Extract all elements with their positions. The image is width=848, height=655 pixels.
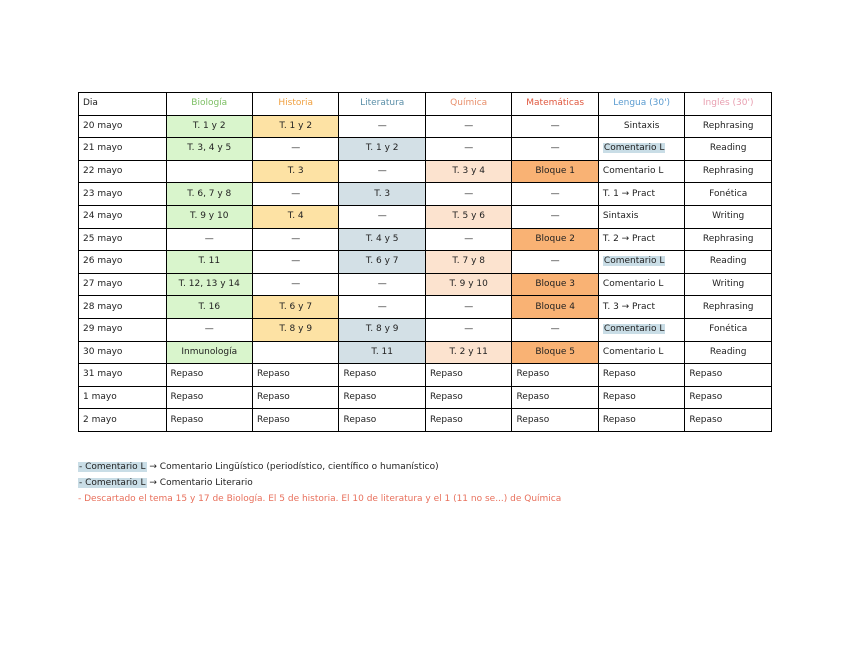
highlighted-text: Comentario L — [603, 324, 665, 335]
table-cell: — — [425, 228, 511, 251]
table-cell: T. 11 — [339, 341, 425, 364]
table-cell: — — [252, 273, 338, 296]
notes-section — [78, 459, 561, 507]
table-cell: Repaso — [685, 386, 772, 409]
date-cell: 23 mayo — [79, 183, 167, 206]
table-cell: — — [166, 318, 252, 341]
date-cell: 28 mayo — [79, 296, 167, 319]
table-cell: — — [252, 183, 338, 206]
table-row — [79, 364, 772, 387]
table-cell: T. 1 y 2 — [166, 115, 252, 138]
table-cell: Repaso — [425, 364, 511, 387]
table-row — [79, 341, 772, 364]
table-row — [79, 183, 772, 206]
table-cell: — — [339, 115, 425, 138]
date-cell: 27 mayo — [79, 273, 167, 296]
table-cell: — — [166, 228, 252, 251]
table-cell: T. 3 — [339, 183, 425, 206]
table-cell: Repaso — [339, 409, 425, 432]
table-cell: Sintaxis — [598, 205, 684, 228]
table-cell: — — [425, 138, 511, 161]
table-cell: — — [339, 296, 425, 319]
table-row — [79, 409, 772, 432]
table-cell: T. 8 y 9 — [252, 318, 338, 341]
legend-key: - Comentario L — [79, 462, 146, 472]
table-cell — [598, 138, 684, 161]
table-cell: Repaso — [252, 364, 338, 387]
table-cell: Fonética — [685, 318, 772, 341]
table-cell — [598, 318, 684, 341]
table-cell: T. 5 y 6 — [425, 205, 511, 228]
legend-key: - Comentario L — [79, 478, 146, 488]
discarded-note: - Descartado el tema 15 y 17 de Biología. El 5 de historia. El 10 de literatura y el 1 (11 no se...) de Química — [78, 494, 562, 504]
table-cell: Comentario L — [598, 160, 684, 183]
column-header-subject: Historia — [252, 93, 338, 116]
table-cell: T. 7 y 8 — [425, 251, 511, 274]
table-row — [79, 160, 772, 183]
table-body — [79, 115, 772, 431]
legend-line-2 — [78, 475, 561, 491]
table-cell: Writing — [685, 205, 772, 228]
table-cell: Repaso — [252, 386, 338, 409]
table-cell: T. 6 y 7 — [252, 296, 338, 319]
table-cell: — — [252, 138, 338, 161]
table-cell: T. 8 y 9 — [339, 318, 425, 341]
date-cell: 1 mayo — [79, 386, 167, 409]
table-cell: Reading — [685, 341, 772, 364]
table-cell: — — [512, 138, 598, 161]
table-cell: — — [339, 205, 425, 228]
table-cell: Comentario L — [598, 341, 684, 364]
table-cell: Bloque 1 — [512, 160, 598, 183]
table-cell: T. 4 y 5 — [339, 228, 425, 251]
table-cell: T. 16 — [166, 296, 252, 319]
table-cell: — — [425, 183, 511, 206]
column-header-subject: Matemáticas — [512, 93, 598, 116]
table-cell: Repaso — [512, 386, 598, 409]
date-cell: 29 mayo — [79, 318, 167, 341]
legend-text: → Comentario Literario — [146, 478, 253, 488]
table-cell: Fonética — [685, 183, 772, 206]
table-cell: T. 3 y 4 — [425, 160, 511, 183]
date-cell: 25 mayo — [79, 228, 167, 251]
highlighted-text: Comentario L — [603, 256, 665, 267]
table-cell: Sintaxis — [598, 115, 684, 138]
header-row — [79, 93, 772, 116]
column-header-subject: Lengua (30') — [598, 93, 684, 116]
table-cell: — — [252, 228, 338, 251]
table-cell: Repaso — [598, 386, 684, 409]
study-schedule-table — [78, 92, 772, 432]
table-cell — [252, 341, 338, 364]
table-cell: T. 6 y 7 — [339, 251, 425, 274]
table-cell: Bloque 3 — [512, 273, 598, 296]
schedule-sheet — [78, 92, 772, 432]
column-header-subject: Química — [425, 93, 511, 116]
table-row — [79, 115, 772, 138]
table-cell: Repaso — [512, 364, 598, 387]
table-cell: Bloque 4 — [512, 296, 598, 319]
column-header-subject: Biología — [166, 93, 252, 116]
table-cell: Reading — [685, 251, 772, 274]
table-cell: — — [339, 273, 425, 296]
table-cell: — — [512, 205, 598, 228]
table-cell: Bloque 5 — [512, 341, 598, 364]
table-row — [79, 251, 772, 274]
table-cell: Repaso — [166, 364, 252, 387]
table-cell: T. 2 → Pract — [598, 228, 684, 251]
table-cell: T. 2 y 11 — [425, 341, 511, 364]
highlighted-text: Comentario L — [603, 143, 665, 154]
table-row — [79, 205, 772, 228]
table-cell: — — [252, 251, 338, 274]
date-cell: 21 mayo — [79, 138, 167, 161]
column-header-subject: Literatura — [339, 93, 425, 116]
table-cell: — — [425, 296, 511, 319]
table-cell: Repaso — [166, 386, 252, 409]
table-cell: — — [512, 115, 598, 138]
table-row — [79, 318, 772, 341]
table-cell: — — [512, 318, 598, 341]
table-cell: Rephrasing — [685, 160, 772, 183]
date-cell: 26 mayo — [79, 251, 167, 274]
table-cell: Repaso — [598, 364, 684, 387]
table-cell: T. 9 y 10 — [425, 273, 511, 296]
table-cell: T. 4 — [252, 205, 338, 228]
table-cell: Reading — [685, 138, 772, 161]
date-cell: 2 mayo — [79, 409, 167, 432]
table-row — [79, 273, 772, 296]
table-cell: Repaso — [685, 409, 772, 432]
table-cell: — — [339, 160, 425, 183]
table-cell: Writing — [685, 273, 772, 296]
table-cell: Comentario L — [598, 273, 684, 296]
table-row — [79, 296, 772, 319]
date-cell: 20 mayo — [79, 115, 167, 138]
table-cell: Repaso — [339, 364, 425, 387]
date-cell: 31 mayo — [79, 364, 167, 387]
table-cell: Repaso — [425, 386, 511, 409]
table-cell: T. 1 y 2 — [339, 138, 425, 161]
table-cell: — — [425, 318, 511, 341]
date-cell: 24 mayo — [79, 205, 167, 228]
table-cell — [166, 160, 252, 183]
table-cell — [598, 251, 684, 274]
table-cell: Repaso — [598, 409, 684, 432]
table-row — [79, 138, 772, 161]
table-row — [79, 386, 772, 409]
date-cell: 30 mayo — [79, 341, 167, 364]
table-cell: Inmunología — [166, 341, 252, 364]
table-cell: Rephrasing — [685, 115, 772, 138]
table-cell: Repaso — [166, 409, 252, 432]
column-header-day: Dia — [79, 93, 167, 116]
table-cell: Repaso — [252, 409, 338, 432]
date-cell: 22 mayo — [79, 160, 167, 183]
table-cell: — — [512, 251, 598, 274]
table-cell: Bloque 2 — [512, 228, 598, 251]
table-cell: T. 1 y 2 — [252, 115, 338, 138]
table-cell: — — [425, 115, 511, 138]
table-cell: T. 11 — [166, 251, 252, 274]
table-cell: Repaso — [339, 386, 425, 409]
table-cell: T. 9 y 10 — [166, 205, 252, 228]
table-cell: Repaso — [512, 409, 598, 432]
table-row — [79, 228, 772, 251]
legend-line-1 — [78, 459, 561, 475]
table-cell: — — [512, 183, 598, 206]
table-cell: Repaso — [425, 409, 511, 432]
table-cell: T. 3 — [252, 160, 338, 183]
table-cell: T. 3, 4 y 5 — [166, 138, 252, 161]
table-cell: Rephrasing — [685, 228, 772, 251]
table-cell: T. 3 → Pract — [598, 296, 684, 319]
legend-text: → Comentario Lingüístico (periodístico, científico o humanístico) — [146, 462, 439, 472]
table-cell: T. 12, 13 y 14 — [166, 273, 252, 296]
column-header-subject: Inglés (30') — [685, 93, 772, 116]
table-cell: Rephrasing — [685, 296, 772, 319]
table-cell: Repaso — [685, 364, 772, 387]
table-cell: T. 1 → Pract — [598, 183, 684, 206]
table-cell: T. 6, 7 y 8 — [166, 183, 252, 206]
